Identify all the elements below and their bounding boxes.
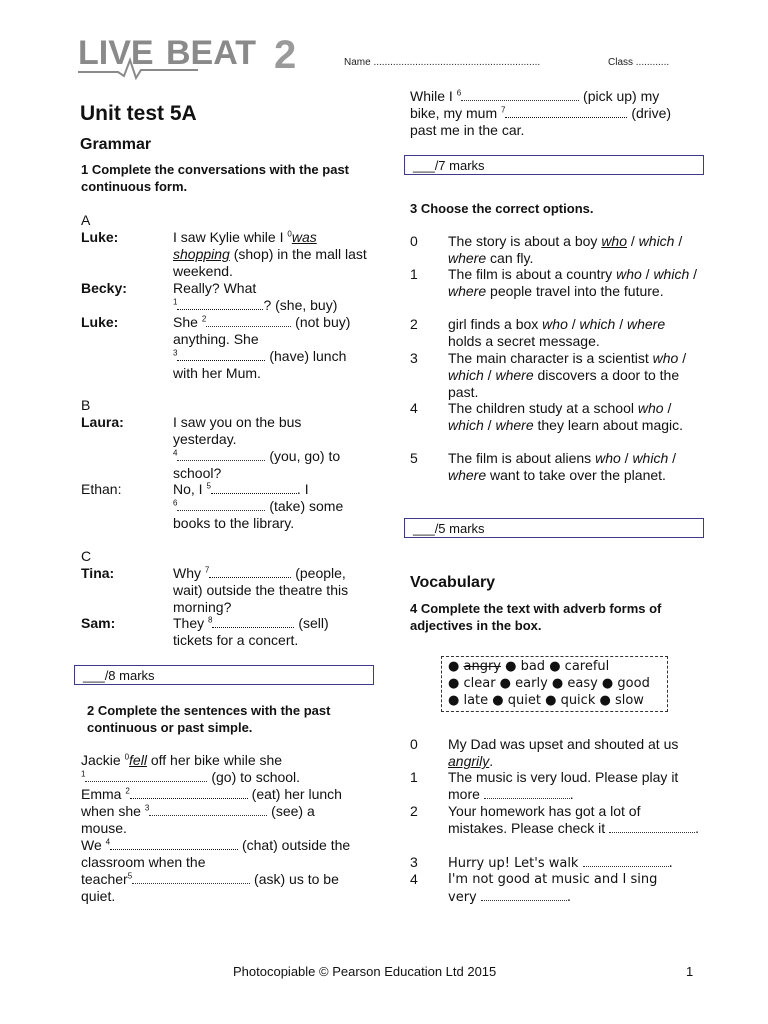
ex4-item-0: My Dad was upset and shouted at us angrily. bbox=[448, 736, 679, 769]
ex3-option-where[interactable]: where bbox=[495, 417, 534, 433]
ex3-num-1: 1 bbox=[410, 266, 418, 282]
word-box: ● angry ● bad ● careful ● clear ● early ● easy ● good ● late ● quiet ● quick ● slow bbox=[441, 656, 668, 712]
section-a-label: A bbox=[81, 212, 91, 228]
ex3-marks-box: ___/5 marks bbox=[404, 518, 704, 538]
ex1-c-line1: Why $^7$ (people, wait) outside the theatre this morning? bbox=[173, 565, 349, 615]
ex3-option-who[interactable]: who bbox=[652, 350, 679, 366]
ex2-text: Jackie $^0$fell off her bike while she $^1$ (go) to school. Emma $^2$ (eat) her lunch when she $^3$ (see) a mouse. We $^4$ (chat) outside the classroom when the teacher$^5$ (ask) us to be quiet. bbox=[81, 752, 351, 904]
vocabulary-heading: Vocabulary bbox=[410, 574, 496, 591]
section-c-label: C bbox=[81, 548, 92, 564]
speaker-sam: Sam: bbox=[81, 615, 116, 631]
ex3-option-which[interactable]: which bbox=[448, 367, 484, 383]
ex4-num-0: 0 bbox=[410, 736, 418, 752]
footer-copyright: Photocopiable © Pearson Education Ltd 2015 bbox=[233, 964, 497, 979]
page-number: 1 bbox=[686, 964, 694, 979]
section-b-label: B bbox=[81, 397, 91, 413]
ex1-c-line2: They $^8$ (sell) tickets for a concert. bbox=[173, 615, 329, 648]
ex2-marks-box: ___/7 marks bbox=[404, 155, 704, 175]
ex3-num-3: 3 bbox=[410, 350, 418, 366]
ex4-instruction: 4 Complete the text with adverb forms of adjectives in the box. bbox=[410, 601, 662, 633]
ex1-a-line2: Really? What $^1$ ? (she, buy) bbox=[173, 280, 338, 313]
ex3-item-4: The children study at a school who / which / where they learn about magic. bbox=[448, 400, 684, 433]
ex4-item-1: The music is very loud. Please play it more . bbox=[448, 769, 679, 802]
ex4-num-4: 4 bbox=[410, 871, 418, 887]
page-title: Unit test 5A bbox=[80, 102, 197, 125]
ex3-option-where[interactable]: where bbox=[448, 250, 487, 266]
ex4-item-2: Your homework has got a lot of mistakes. Please check it . bbox=[448, 803, 699, 836]
ex4-item-3: Hurry up! Let's walk . bbox=[448, 856, 673, 871]
ex1-a-line1: I saw Kylie while I $^0$was shopping (shop) in the mall last weekend. bbox=[173, 229, 367, 279]
ex1-instruction: 1 Complete the conversations with the past continuous form. bbox=[81, 162, 349, 194]
speaker-ethan: Ethan: bbox=[81, 481, 122, 497]
ex3-option-which[interactable]: which bbox=[653, 266, 690, 282]
ex3-option-where[interactable]: where bbox=[495, 367, 534, 383]
svg-text:BEAT: BEAT bbox=[166, 34, 257, 72]
grammar-heading: Grammar bbox=[80, 136, 152, 153]
ex3-num-5: 5 bbox=[410, 450, 418, 466]
speaker-luke-2: Luke: bbox=[81, 314, 119, 330]
ex2-instruction: 2 Complete the sentences with the past continuous or past simple. bbox=[87, 703, 331, 735]
ex3-option-who[interactable]: who bbox=[616, 266, 642, 282]
ex2-continued: While I $^6$ (pick up) my bike, my mum $^7$ (drive) past me in the car. bbox=[410, 88, 672, 138]
ex3-item-0: The story is about a boy who / which / where can fly. bbox=[448, 233, 683, 266]
ex3-instruction: 3 Choose the correct options. bbox=[410, 201, 594, 216]
ex1-a-line3: She $^2$ (not buy) anything. She $^3$ (have) lunch with her Mum. bbox=[173, 314, 351, 381]
svg-text:LIVE: LIVE bbox=[78, 34, 154, 72]
ex3-option-which[interactable]: which bbox=[632, 450, 669, 466]
svg-text:2: 2 bbox=[274, 33, 297, 77]
speaker-luke: Luke: bbox=[81, 229, 119, 245]
ex3-item-1: The film is about a country who / which / where people travel into the future. bbox=[448, 266, 698, 299]
speaker-becky: Becky: bbox=[81, 280, 127, 296]
ex3-item-2: girl finds a box who / which / where holds a secret message. bbox=[448, 316, 666, 349]
ex4-item-4: I'm not good at music and I sing very . bbox=[448, 872, 658, 905]
ex3-num-2: 2 bbox=[410, 316, 418, 332]
speaker-tina: Tina: bbox=[81, 565, 115, 581]
name-field: Name ............................................................ bbox=[344, 57, 541, 68]
ex3-num-4: 4 bbox=[410, 400, 418, 416]
ex1-b-line2: No, I $^5$ . I $^6$ (take) some books to the library. bbox=[173, 481, 344, 531]
ex1-b-line1: I saw you on the bus yesterday. $^4$ (you, go) to school? bbox=[173, 414, 341, 481]
ex3-option-who[interactable]: who bbox=[542, 316, 568, 332]
ex3-option-which[interactable]: which bbox=[579, 316, 616, 332]
ex3-option-which[interactable]: which bbox=[448, 417, 484, 433]
ex3-option-who[interactable]: who bbox=[637, 400, 664, 416]
ex3-num-0: 0 bbox=[410, 233, 418, 249]
speaker-laura: Laura: bbox=[81, 414, 124, 430]
ex3-item-5: The film is about aliens who / which / where want to take over the planet. bbox=[448, 450, 677, 483]
ex3-option-which[interactable]: which bbox=[638, 233, 675, 249]
ex3-item-3: The main character is a scientist who / which / where discovers a door to the past. bbox=[448, 350, 687, 400]
ex3-option-who[interactable]: who bbox=[595, 450, 621, 466]
ex4-num-3: 3 bbox=[410, 854, 418, 870]
class-field: Class ............ bbox=[608, 57, 670, 68]
ex3-option-where[interactable]: where bbox=[627, 316, 666, 332]
ex3-option-where[interactable]: where bbox=[448, 467, 487, 483]
ex4-num-1: 1 bbox=[410, 769, 418, 785]
ex3-option-where[interactable]: where bbox=[448, 283, 487, 299]
ex3-option-who[interactable]: who bbox=[601, 233, 627, 249]
live-beat-logo bbox=[78, 30, 308, 80]
ex1-marks-box: ___/8 marks bbox=[74, 665, 374, 685]
word-struck: angry bbox=[463, 659, 501, 674]
ex4-num-2: 2 bbox=[410, 803, 418, 819]
